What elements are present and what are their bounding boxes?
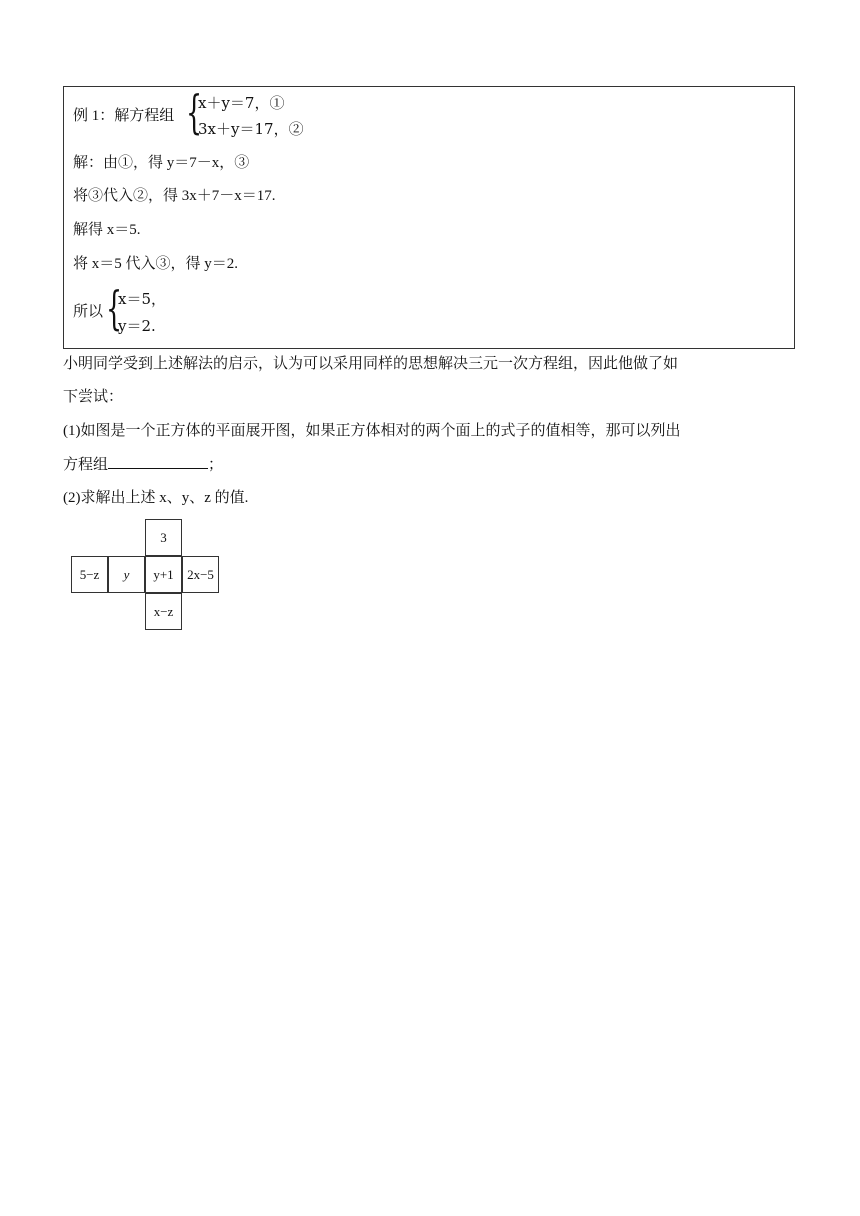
cube-net: [71, 519, 219, 631]
cube-face-3: y+1: [145, 556, 182, 593]
equation-system: [182, 85, 342, 141]
solution-step-4: 将 x＝5 代入③，得 y＝2.: [73, 256, 239, 272]
question-1-line-2: [63, 454, 223, 475]
question-1-line-1: (1)如图是一个正方体的平面展开图，如果正方体相对的两个面上的式子的值相等，那可以列出: [63, 423, 681, 439]
cube-face-1: 5−z: [71, 556, 108, 593]
system-equation-1: x＋y＝7，①: [198, 94, 285, 112]
question-2: (2)求解出上述 x、y、z 的值.: [63, 490, 249, 506]
question-1-suffix: ；: [208, 457, 224, 473]
solution-step-2: 将③代入②，得 3x＋7－x＝17.: [73, 188, 276, 204]
brace-icon: {: [106, 281, 123, 335]
cube-face-4: 2x−5: [182, 556, 219, 593]
result-system: [102, 281, 222, 339]
cube-face-2: y: [108, 556, 145, 593]
cube-face-top: 3: [145, 519, 182, 556]
answer-blank[interactable]: [108, 454, 208, 469]
example-box: [63, 86, 795, 349]
conclusion-prefix: 所以: [73, 304, 104, 320]
cube-face-bottom: x−z: [145, 593, 182, 630]
solution-step-1: 解：由①，得 y＝7－x，③: [73, 155, 250, 171]
question-1-prefix: 方程组: [63, 457, 109, 473]
brace-icon: {: [186, 85, 203, 139]
system-equation-2: 3x＋y＝17，②: [198, 120, 304, 138]
result-equation-1: x＝5，: [118, 290, 167, 308]
intro-line-1: 小明同学受到上述解法的启示，认为可以采用同样的思想解决三元一次方程组，因此他做了如: [63, 356, 679, 372]
intro-line-2: 下尝试：: [63, 389, 124, 405]
example-title: 例 1：解方程组: [73, 108, 175, 124]
result-equation-2: y＝2.: [118, 317, 156, 335]
solution-step-3: 解得 x＝5.: [73, 222, 141, 238]
